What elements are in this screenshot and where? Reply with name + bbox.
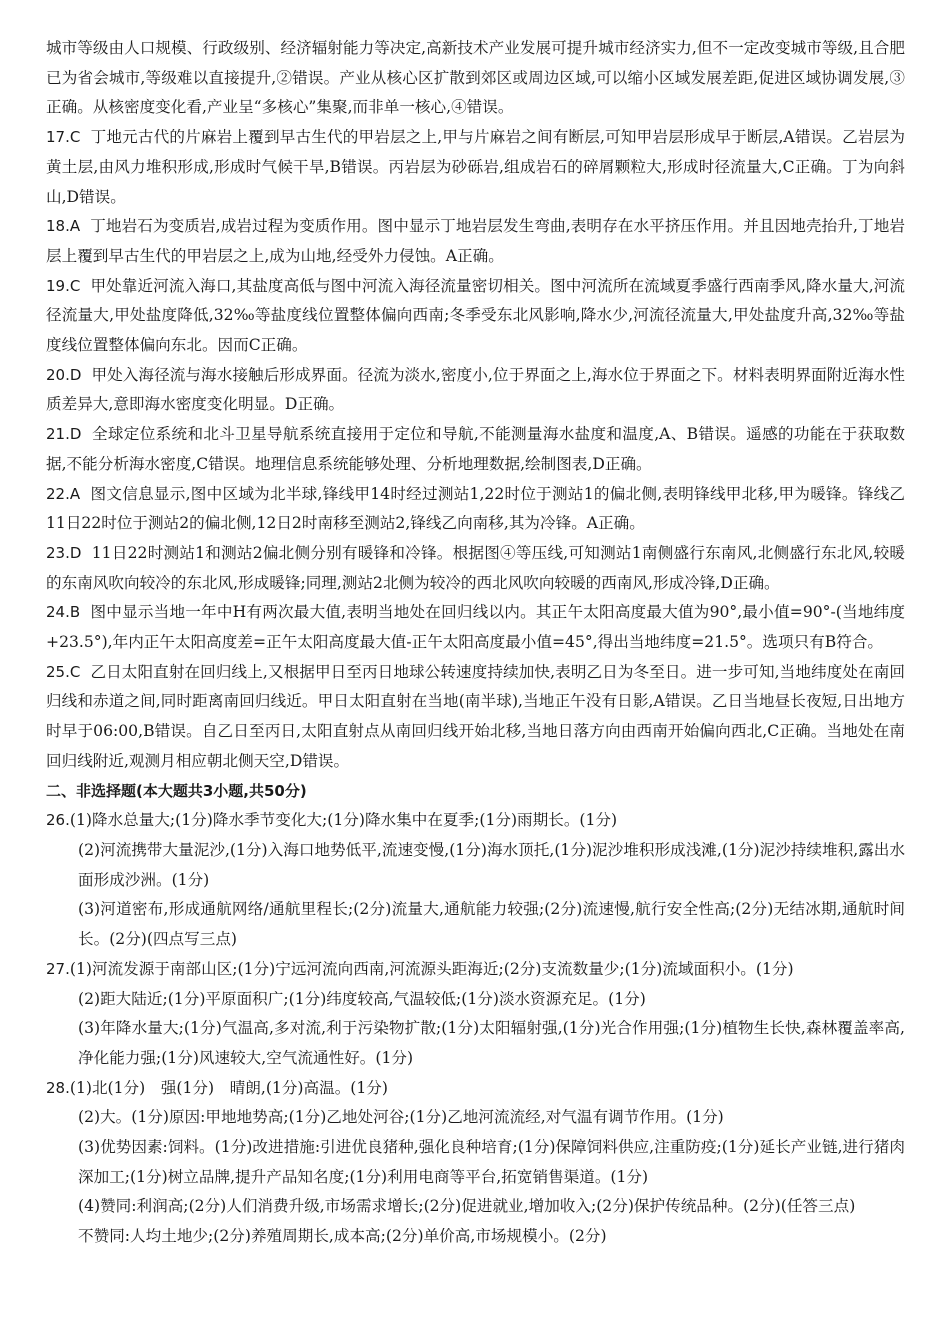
answer-28-part-4-disagree: 不赞同:人均土地少;(2分)养殖周期长,成本高;(2分)单价高,市场规模小。(2分) xyxy=(78,1227,607,1246)
explanation-text: 图文信息显示,图中区域为北半球,锋线甲14时经过测站1,22时位于测站1的偏北侧,表明锋线甲北移,甲为暖锋。锋线乙11日22时位于测站2的偏北侧,12日2时南移至测站2,锋线乙向南移,其为冷锋。A正确。 xyxy=(46,484,906,533)
question-number: 19.C xyxy=(46,276,81,295)
answer-26-part-1 xyxy=(46,806,905,836)
explanation-text: 图中显示当地一年中H有两次最大值,表明当地处在回归线以内。其正午太阳高度最大值为90°,最小值=90°-(当地纬度+23.5°),年内正午太阳高度差=正午太阳高度最大值-正午太阳高度最小值=45°,得出当地纬度=21.5°。选项只有B符合。 xyxy=(46,603,905,652)
answer-26-part-2: (2)河流携带大量泥沙,(1分)入海口地势低平,流速变慢,(1分)海水顶托,(1分)泥沙堆积形成浅滩,(1分)泥沙持续堆积,露出水面形成沙洲。(1分) xyxy=(78,840,905,889)
answer-28-part-4: (4)赞同:利润高;(2分)人们消费升级,市场需求增长;(2分)促进就业,增加收入;(2分)保护传统品种。(2分)(任答三点) xyxy=(78,1197,856,1216)
answer-27-part-2: (2)距大陆近;(1分)平原面积广;(1分)纬度较高,气温较低;(1分)淡水资源充足。(1分) xyxy=(78,989,646,1008)
explanation-text: 丁地岩石为变质岩,成岩过程为变质作用。图中显示丁地岩层发生弯曲,表明存在水平挤压作用。并且因地壳抬升,丁地岩层上覆到早古生代的甲岩层之上,成为山地,经受外力侵蚀。A正确。 xyxy=(46,217,905,265)
answer-23 xyxy=(46,539,905,598)
section-heading: 二、非选择题(本大题共3小题,共50分) xyxy=(46,781,307,800)
question-number: 27. xyxy=(46,959,70,978)
answer-28-part-2: (2)大。(1分)原因:甲地地势高;(1分)乙地处河谷;(1分)乙地河流流经,对气温有调节作用。(1分) xyxy=(78,1108,724,1127)
question-number: 18.A xyxy=(46,217,81,236)
question-number: 28. xyxy=(46,1078,70,1097)
answer-27-part-1 xyxy=(46,955,905,985)
explanation-text: 全球定位系统和北斗卫星导航系统直接用于定位和导航,不能测量海水盐度和温度,A、B错误。遥感的功能在于获取数据,不能分析海水密度,C错误。地理信息系统能够处理、分析地理数据,绘制图表,D正确。 xyxy=(46,425,905,473)
question-number: 22.A xyxy=(46,484,81,503)
answer-28-part-3: (3)优势因素:饲料。(1分)改进措施:引进优良猪种,强化良种培育;(1分)保障饲料供应,注重防疫;(1分)延长产业链,进行猪肉深加工;(1分)树立品牌,提升产品知名度;(1分)利用电商等平台,拓宽销售渠道。(1分) xyxy=(78,1138,905,1186)
question-number: 17.C xyxy=(46,128,81,147)
explanation-text: 11日22时测站1和测站2偏北侧分别有暖锋和冷锋。根据图④等压线,可知测站1南侧盛行东南风,北侧盛行东北风,较暖的东南风吹向较冷的东北风,形成暖锋;同理,测站2北侧为较冷的西北风吹向较暖的西南风,形成冷锋,D正确。 xyxy=(46,543,905,592)
answer-28-part-1 xyxy=(46,1074,905,1104)
explanation-text: 丁地元古代的片麻岩上覆到早古生代的甲岩层之上,甲与片麻岩之间有断层,可知甲岩层形成早于断层,A错误。乙岩层为黄土层,由风力堆积形成,形成时气候干旱,B错误。丙岩层为砂砾岩,组成岩石的碎屑颗粒大,形成时径流量大,C正确。丁为向斜山,D错误。 xyxy=(46,128,905,206)
answer-text: (1)北(1分) 强(1分) 晴朗,(1分)高温。(1分) xyxy=(69,1078,388,1097)
answer-26-part-3: (3)河道密布,形成通航网络/通航里程长;(2分)流量大,通航能力较强;(2分)流速慢,航行安全性高;(2分)无结冰期,通航时间长。(2分)(四点写三点) xyxy=(78,900,905,949)
question-number: 26. xyxy=(46,811,70,830)
explanation-text: 乙日太阳直射在回归线上,又根据甲日至丙日地球公转速度持续加快,表明乙日为冬至日。进一步可知,当地纬度处在南回归线和赤道之间,同时距离南回归线近。甲日太阳直射在当地(南半球),当地正午没有日影,A错误。乙日当地昼长夜短,日出地方时早于06:00,B错误。自乙日至丙日,太阳直射点从南回归线开始北移,当地日落方向由西南开始偏向西北,C正确。当地处在南回归线附近,观测月相应朝北侧天空,D错误。 xyxy=(46,662,906,770)
answer-text: (1)降水总量大;(1分)降水季节变化大;(1分)降水集中在夏季;(1分)雨期长。(1分) xyxy=(69,811,618,830)
answer-20 xyxy=(46,361,905,420)
question-number: 21.D xyxy=(46,425,82,444)
answer-18 xyxy=(46,212,905,271)
explanation-text: 甲处靠近河流入海口,其盐度高低与图中河流入海径流量密切相关。图中河流所在流域夏季盛行西南季风,降水量大,河流径流量大,甲处盐度降低,32‰等盐度线位置整体偏向西南;冬季受东北风影响,降水少,河流径流量大,甲处盐度升高,32‰等盐度线位置整体偏向东北。因而C正确。 xyxy=(46,276,906,355)
answer-25 xyxy=(46,658,905,777)
answer-27-part-3: (3)年降水量大;(1分)气温高,多对流,利于污染物扩散;(1分)太阳辐射强,(1分)光合作用强;(1分)植物生长快,森林覆盖率高,净化能力强;(1分)风速较大,空气流通性好。(1分) xyxy=(78,1019,905,1067)
answer-24 xyxy=(46,598,905,657)
paragraph-text: 城市等级由人口规模、行政级别、经济辐射能力等决定,高新技术产业发展可提升城市经济实力,但不一定改变城市等级,且合肥已为省会城市,等级难以直接提升,②错误。产业从核心区扩散到郊区或周边区域,可以缩小区域发展差距,促进区域协调发展,③正确。从核密度变化看,产业呈“多核心”集聚,而非单一核心,④错误。 xyxy=(46,39,905,117)
answer-21 xyxy=(46,420,905,479)
question-number: 23.D xyxy=(46,543,82,562)
answer-text: (1)河流发源于南部山区;(1分)宁远河流向西南,河流源头距海近;(2分)支流数量少;(1分)流域面积小。(1分) xyxy=(69,959,794,978)
question-number: 20.D xyxy=(46,365,82,384)
question-number: 24.B xyxy=(46,603,81,622)
question-number: 25.C xyxy=(46,662,81,681)
continued-paragraph xyxy=(46,34,905,123)
explanation-text: 甲处入海径流与海水接触后形成界面。径流为淡水,密度小,位于界面之上,海水位于界面之下。材料表明界面附近海水性质差异大,意即海水密度变化明显。D正确。 xyxy=(46,365,905,414)
answer-19 xyxy=(46,272,905,361)
answer-17 xyxy=(46,123,905,212)
answer-22 xyxy=(46,480,905,539)
